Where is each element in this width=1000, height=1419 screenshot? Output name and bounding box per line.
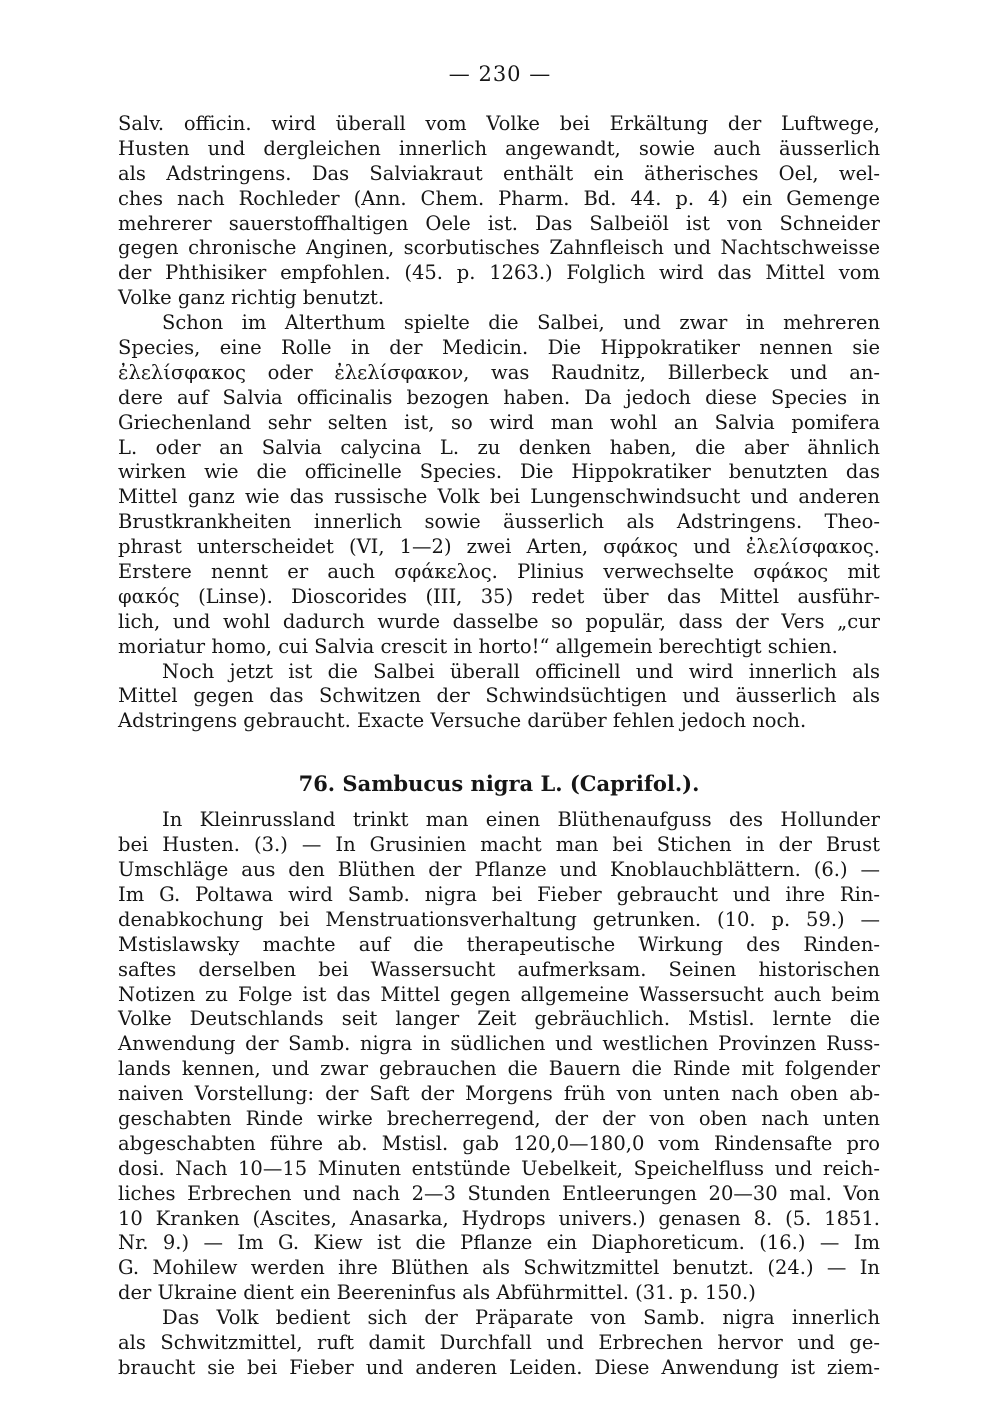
- text-line: Schon im Alterthum spielte die Salbei, und zwar in mehreren: [162, 311, 880, 335]
- text-line: mehrerer sauerstoffhaltigen Oele ist. Das Salbeiöl ist von Schneider: [118, 211, 880, 235]
- text-line: Erstere nennt er auch σφάκελος. Plinius verwechselte σφάκος mit: [118, 560, 880, 584]
- text-line: denabkochung bei Menstruationsverhaltung getrunken. (10. p. 59.) —: [118, 907, 880, 931]
- text-line: Mittel ganz wie das russische Volk bei Lungenschwindsucht und anderen: [118, 485, 880, 509]
- text-line: saftes derselben bei Wassersucht aufmerksam. Seinen historischen: [118, 957, 880, 981]
- text-line: gegen chronische Anginen, scorbutisches Zahnfleisch und Nachtschweisse: [118, 236, 880, 260]
- page-number: — 230 —: [448, 62, 552, 86]
- text-line: L. oder an Salvia calycina L. zu denken haben, die aber ähnlich: [118, 435, 880, 459]
- section-salvia: [118, 112, 880, 734]
- text-line: Das Volk bedient sich der Präparate von Samb. nigra innerlich: [162, 1306, 880, 1330]
- text-line: Mstislawsky machte auf die therapeutische Wirkung des Rinden-: [118, 932, 880, 956]
- text-line: geschabten Rinde wirke brecherregend, der der von oben nach unten: [118, 1106, 880, 1130]
- text-line: φακός (Linse). Dioscorides (III, 35) redet über das Mittel ausführ-: [118, 584, 880, 608]
- text-line: als Adstringens. Das Salviakraut enthält ein ätherisches Oel, wel-: [118, 161, 880, 185]
- text-line: moriatur homo, cui Salvia crescit in horto!“ allgemein berechtigt schien.: [118, 634, 838, 658]
- text-line: Species, eine Rolle in der Medicin. Die Hippokratiker nennen sie: [118, 336, 880, 360]
- text-line: dere auf Salvia officinalis bezogen haben. Da jedoch diese Species in: [118, 385, 880, 409]
- text-line: bei Husten. (3.) — In Grusinien macht man bei Stichen in der Brust: [118, 833, 880, 857]
- text-line: Adstringens gebraucht. Exacte Versuche darüber fehlen jedoch noch.: [118, 709, 807, 733]
- text-line: abgeschabten führe ab. Mstisl. gab 120,0—180,0 vom Rindensafte pro: [118, 1131, 880, 1155]
- text-line: G. Mohilew werden ihre Blüthen als Schwitzmittel benutzt. (24.) — In: [118, 1256, 880, 1280]
- text-line: Notizen zu Folge ist das Mittel gegen allgemeine Wassersucht auch beim: [118, 982, 880, 1006]
- text-line: Umschläge aus den Blüthen der Pflanze und Knoblauchblättern. (6.) —: [118, 858, 880, 882]
- text-line: Volke Deutschlands seit langer Zeit gebräuchlich. Mstisl. lernte die: [118, 1007, 880, 1031]
- text-line: Anwendung der Samb. nigra in südlichen und westlichen Provinzen Russ-: [118, 1032, 880, 1056]
- text-line: 10 Kranken (Ascites, Anasarka, Hydrops univers.) genasen 8. (5. 1851.: [118, 1206, 880, 1230]
- text-line: Griechenland sehr selten ist, so wird man wohl an Salvia pomifera: [118, 410, 880, 434]
- text-line: phrast unterscheidet (VI, 1—2) zwei Arten, σφάκος und ἐλελίσφακος.: [118, 535, 880, 559]
- text-line: liches Erbrechen und nach 2—3 Stunden Entleerungen 20—30 mal. Von: [118, 1181, 880, 1205]
- text-line: Brustkrankheiten innerlich sowie äusserlich als Adstringens. Theo-: [118, 510, 880, 534]
- text-line: Im G. Poltawa wird Samb. nigra bei Fieber gebraucht und ihre Rin-: [118, 882, 880, 906]
- text-line: naiven Vorstellung: der Saft der Morgens früh von unten nach oben ab-: [118, 1082, 880, 1106]
- section-heading: 76. Sambucus nigra L. (Caprifol.).: [298, 771, 700, 797]
- text-line: Nr. 9.) — Im G. Kiew ist die Pflanze ein Diaphoreticum. (16.) — Im: [118, 1231, 880, 1255]
- text-line: Husten und dergleichen innerlich angewandt, sowie auch äusserlich: [118, 136, 880, 160]
- page-body: [118, 112, 880, 1381]
- text-line: wirken wie die officinelle Species. Die Hippokratiker benutzten das: [118, 460, 880, 484]
- text-line: als Schwitzmittel, ruft damit Durchfall und Erbrechen hervor und ge-: [118, 1330, 880, 1354]
- section-sambucus: [118, 808, 880, 1380]
- text-line: Salv. officin. wird überall vom Volke bei Erkältung der Luftwege,: [118, 112, 880, 135]
- text-line: ches nach Rochleder (Ann. Chem. Pharm. Bd. 44. p. 4) ein Gemenge: [118, 186, 880, 210]
- text-line: Mittel gegen das Schwitzen der Schwindsüchtigen und äusserlich als: [118, 684, 880, 708]
- text-line: ἐλελίσφακος oder ἐλελίσφακον, was Raudnitz, Billerbeck und an-: [118, 360, 880, 384]
- text-line: Noch jetzt ist die Salbei überall officinell und wird innerlich als: [162, 659, 880, 683]
- text-line: dosi. Nach 10—15 Minuten entstünde Uebelkeit, Speichelfluss und reich-: [118, 1156, 880, 1180]
- text-line: In Kleinrussland trinkt man einen Blüthenaufguss des Hollunder: [162, 808, 880, 832]
- text-line: Volke ganz richtig benutzt.: [118, 286, 385, 310]
- text-line: braucht sie bei Fieber und anderen Leiden. Diese Anwendung ist ziem-: [118, 1355, 880, 1379]
- text-line: der Phthisiker empfohlen. (45. p. 1263.) Folglich wird das Mittel vom: [118, 261, 880, 285]
- text-line: lands kennen, und zwar gebrauchen die Bauern die Rinde mit folgender: [118, 1057, 880, 1081]
- text-line: der Ukraine dient ein Beereninfus als Abführmittel. (31. p. 150.): [118, 1281, 756, 1305]
- text-line: lich, und wohl dadurch wurde dasselbe so populär, dass der Vers „cur: [118, 609, 880, 633]
